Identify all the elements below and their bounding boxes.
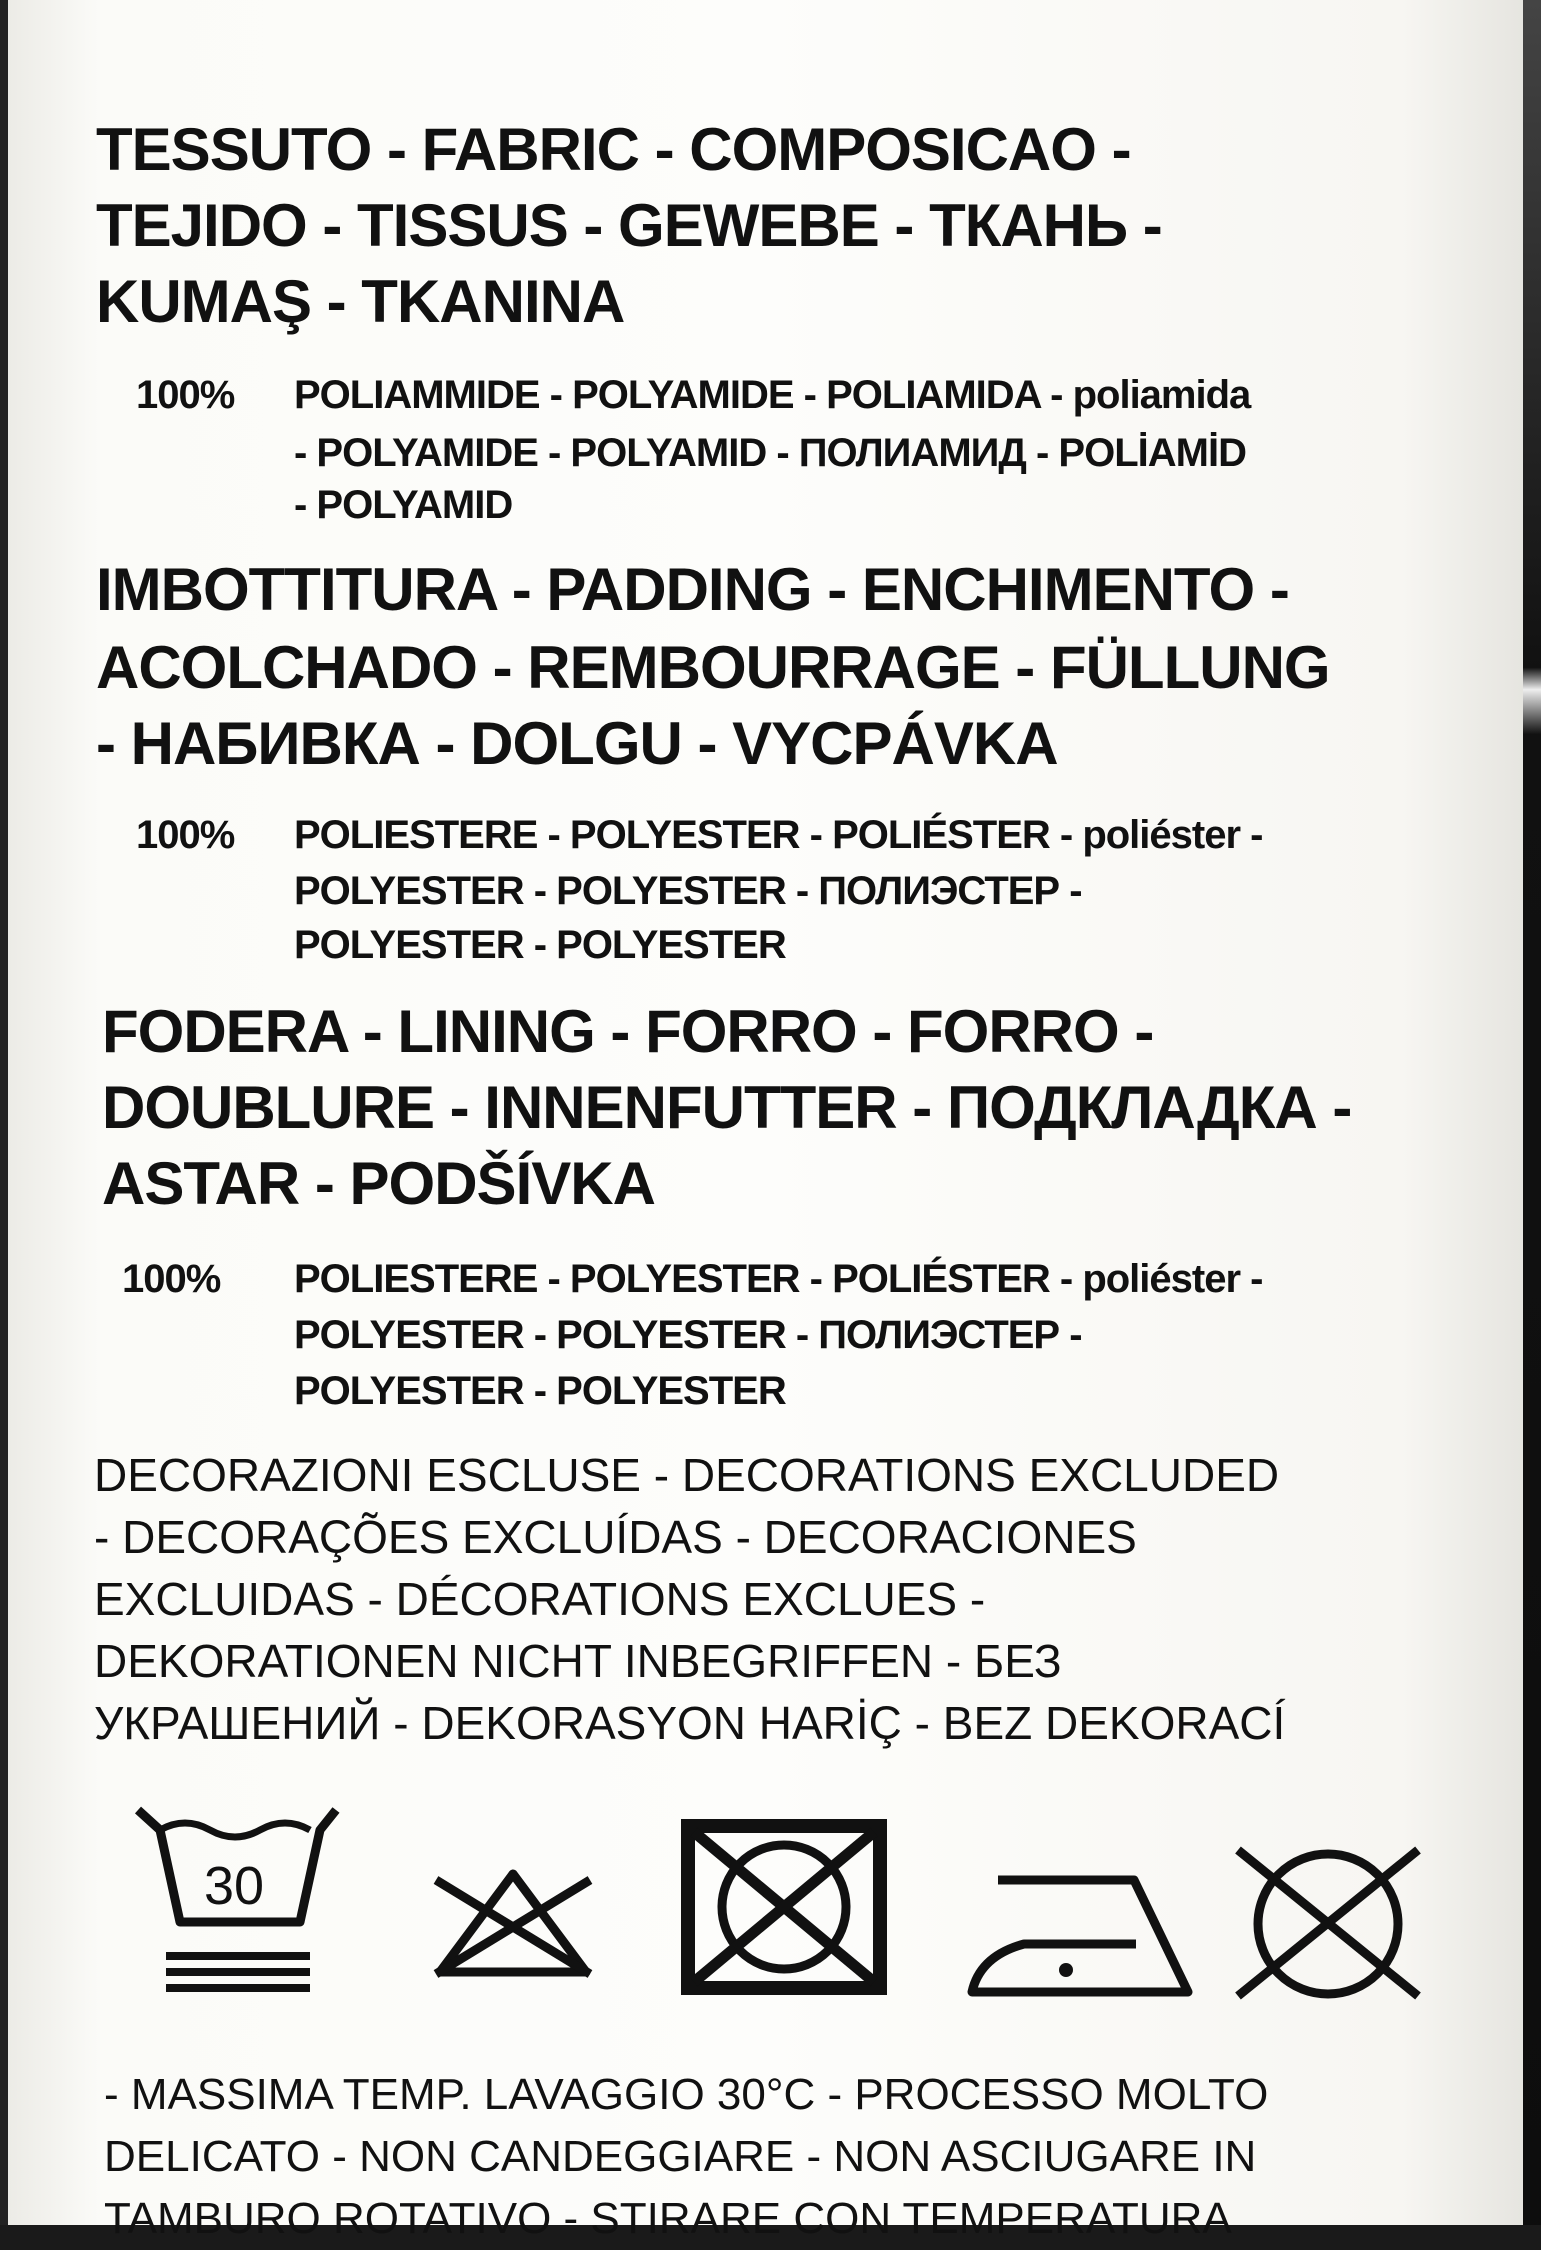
lining-composition-line: POLYESTER - POLYESTER (294, 1369, 786, 1413)
fabric-heading-line: TEJIDO - TISSUS - GEWEBE - ТКАНЬ - (96, 192, 1162, 259)
do-not-dry-clean-icon (1230, 1840, 1426, 2006)
lining-percent: 100% (122, 1257, 221, 1301)
padding-composition-line: POLYESTER - POLYESTER (294, 923, 786, 967)
decorations-line: EXCLUIDAS - DÉCORATIONS EXCLUES - (94, 1573, 986, 1625)
lining-heading-line: ASTAR - PODŠÍVKA (102, 1150, 655, 1217)
wash-temp-label: 30 (203, 1856, 265, 1916)
fabric-composition-line: - POLYAMID (294, 483, 513, 527)
iron-low-temp-icon (958, 1866, 1202, 2004)
wash-30-very-delicate-icon (130, 1802, 342, 2002)
decorations-line: DECORAZIONI ESCLUSE - DECORATIONS EXCLUDED (94, 1449, 1280, 1501)
padding-composition-line: POLYESTER - POLYESTER - ПОЛИЭСТЕР - (294, 869, 1082, 913)
padding-heading-line: ACOLCHADO - REMBOURRAGE - FÜLLUNG (96, 634, 1330, 701)
decorations-line: УКРАШЕНИЙ - DEKORASYON HARİÇ - BEZ DEKORACÍ (94, 1697, 1286, 1749)
care-text-line: TAMBURO ROTATIVO - STIRARE CON TEMPERATURA (104, 2194, 1232, 2243)
do-not-bleach-icon (428, 1862, 598, 1982)
fabric-heading-line: TESSUTO - FABRIC - COMPOSICAO - (96, 116, 1131, 183)
lining-composition-line: POLIESTERE - POLYESTER - POLIÉSTER - poliéster - (294, 1257, 1263, 1301)
lining-heading-line: FODERA - LINING - FORRO - FORRO - (102, 998, 1154, 1065)
fabric-composition-line: - POLYAMIDE - POLYAMID - ПОЛИАМИД - POLİAMİD (294, 431, 1246, 475)
lining-heading-line: DOUBLURE - INNENFUTTER - ПОДКЛАДКА - (102, 1074, 1352, 1141)
care-text-line: DELICATO - NON CANDEGGIARE - NON ASCIUGARE IN (104, 2132, 1257, 2181)
padding-heading-line: IMBOTTITURA - PADDING - ENCHIMENTO - (96, 556, 1289, 623)
fabric-composition-line: POLIAMMIDE - POLYAMIDE - POLIAMIDA - poliamida (294, 373, 1251, 417)
fabric-percent: 100% (136, 373, 235, 417)
lining-composition-line: POLYESTER - POLYESTER - ПОЛИЭСТЕР - (294, 1313, 1082, 1357)
fabric-heading-line: KUMAŞ - TKANINA (96, 268, 625, 335)
care-label (8, 0, 1523, 2243)
do-not-tumble-dry-icon (678, 1816, 890, 1998)
padding-percent: 100% (136, 813, 235, 857)
padding-heading-line: - НАБИВКА - DOLGU - VYCPÁVKA (96, 710, 1058, 777)
care-text-line: - MASSIMA TEMP. LAVAGGIO 30°C - PROCESSO MOLTO (104, 2070, 1269, 2119)
padding-composition-line: POLIESTERE - POLYESTER - POLIÉSTER - poliéster - (294, 813, 1263, 857)
decorations-line: - DECORAÇÕES EXCLUÍDAS - DECORACIONES (94, 1511, 1137, 1563)
decorations-line: DEKORATIONEN NICHT INBEGRIFFEN - БЕЗ (94, 1635, 1062, 1687)
